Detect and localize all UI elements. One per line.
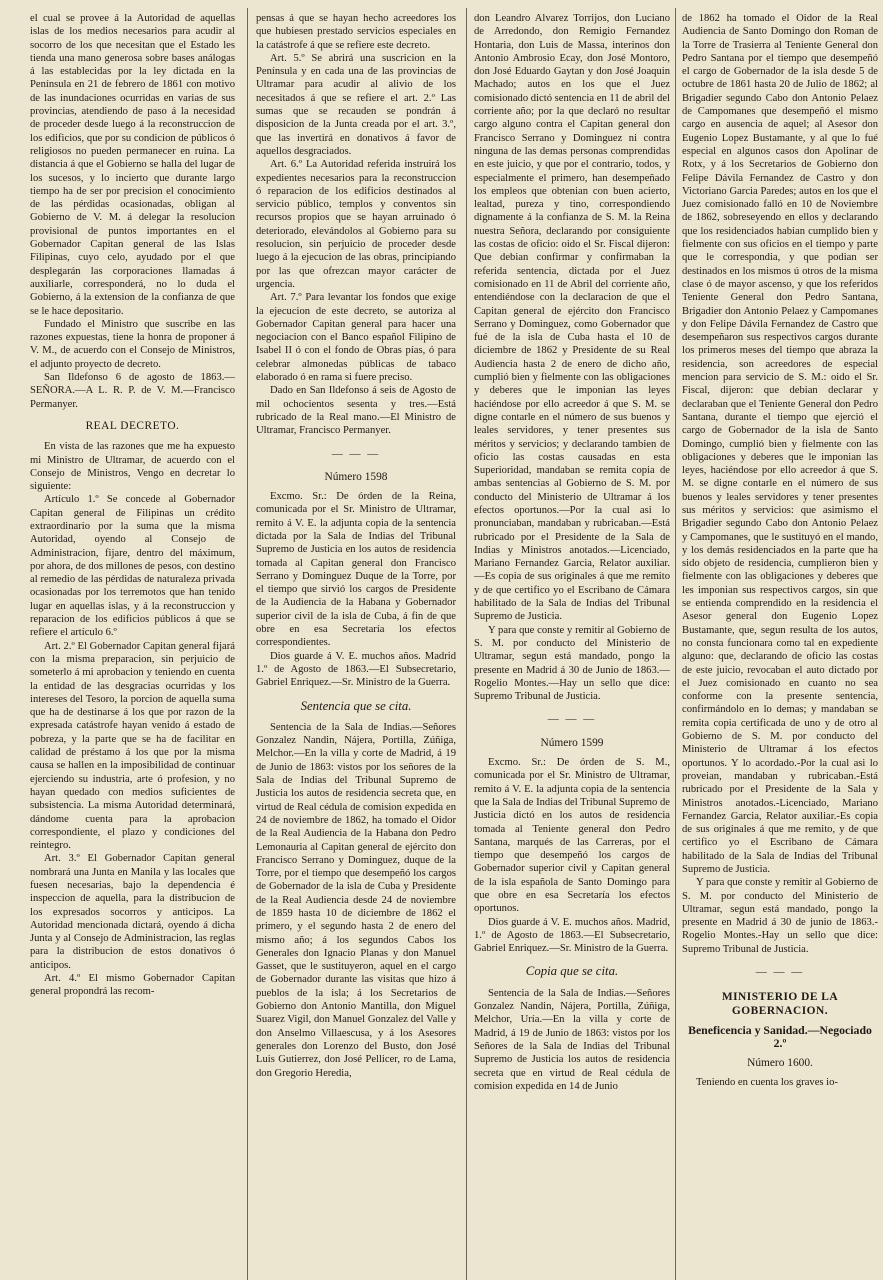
separator: — — — [331,447,381,460]
article-5: Art. 5.º Se abrirá una suscricion en la Península y en cada una de las provincias de Ultramar para acudir al alivio de los necesitados á que se refiere el art. 2.º Las sumas que se recauden se pondrán á disposicion de la Junta creada por el art. 3.º, que las invertirá en donativos á favor de aquellos desgraciados. [256,52,456,157]
section-heading-copia: Copia que se cita. [525,964,619,979]
paragraph: Excmo. Sr.: De órden de la Reina, comunicada por el Sr. Ministro de Ultramar, remito á V. E. la adjunta copia de la sentencia dictada por la Sala de Indias del Tribunal Supremo de Justicia en los autos de residencia tomada al Capitan general don Francisco Serrano y Dominguez Duque de la Torre, por el tiempo que sirvió los cargos de Presidente de la Audiencia de la Habana y Gobernador superior civil de la isla de Cuba, á fin de que obre en esa Secretaría los efectos correspondientes. [256,491,456,649]
article-7: Art. 7.º Para levantar los fondos que exige la ejecucion de este decreto, se autoriza al Gobernador Capitan general para hacer una negociacion con el Banco español Filipino de Isabel II ó con el fondo de Obras pías, ó para celebrar almonedas públicas de tabaco elaborado ó en rama si fuere preciso. [256,292,456,384]
paragraph: de 1862 ha tomado el Oidor de la Real Audiencia de Santo Domingo don Roman de la Torre de Trasierra al Teniente General don Pedro Santana por el tiempo que desempeñó el cargo de Gobernador de la isla desde 5 de octubre de 1861 hasta 20 de Julio de 1862; al Brigadier segundo Cabo don Antonio Pelaez de Campomanes que desempeñó el mismo cargo en ausencia de aquel; al Asesor don Eugenio Lopez Bustamante, y al que lo fué especial en algunos casos don Apolinar de Rotx, y á los Secretarios de Gobierno don Felipe Dávila Fernandez de Castro y don Victoriano Garcia Paredes; autos en los que el Juez comisionado falló en 10 de Noviembre de 1862, sobreseyendo en ellos y declarando que los residenciados habian cumplido bien y fielmente con sus oficios en el tiempo y parte que le correspondia, y que podian ser destinados en los mismos ú otros de la misma clase ó de mayor ascenso, y que los referidos Teniente General don Pedro Santana, Brigadier don Antonio Pelaez y Campomanes y don Felipe Dávila Fernandez de Castro que desempeñaron sus respectivos cargos durante los primeros meses del tiempo que abraza la residencia, son acreedores de especial mencion para servicio de S. M.: oido el Sr. Fiscal, dijeron: que debian declarar y declaraban que el Teniente General don Pedro Santana, durante el tiempo que ejerció el cargo de Gobernador de la isla de Santo Domingo, cumplió bien y fielmente con las obligaciones y deberes que le imponian las leyes, haciéndose por ello acreedor á que S. M. se digne contarle en el número de sus buenos y leales servidores y tener presentes sus méritos y servicios: que asimismo el Brigadier segundo Cabo don Antonio Pelaez y Campomanes, que le sustituyó en el mando, y los demás residenciados en la parte que ha sido objeto de residencia, cumplieron bien y fielmente con las obligaciones y deberes que les imponian sus respectivos cargos, sin que se entienda comprendido en la residencia el Asesor general don Eugenio Lopez Bustamante, que, segun resulta de los autos, no consta funcionara como tal en expediente alguno: que, declarando de oficio las costas de este juicio, revocaban el auto dictado por el Juez comisionado en cuanto no sea conforme con la presente sentencia, confirmándolo en lo demas; y mandaban se remita copia certificada de uno y de otro al Gobierno de S. M. por conducto del Ministerio de Ultramar á los efectos oportunos. Y lo acordado.-Por la cual asi lo proveian, mandaban y rubricaban.-Está rubricado por el Presidente de la Sala y Ministros anotados.-Licenciado, Mariano Fernandez Garcia, Relator auxiliar.-Es copia de sus originales á que me remito, y de que certifico yo el Escribano de Cámara habilitado de la Sala de Indias del Tribunal Supremo de Justicia. [682,13,878,875]
paragraph: el cual se provee á la Autoridad de aquellas islas de los medios necesarios para acudir al socorro de los que necesitan que el Estado les tienda una mano generosa sobre bases análogas á las establecidas por la ley dictada en la Península en 21 de febrero de 1861 con motivo de las inundaciones ocurridas en varias de sus provincias, atendiendo de paso á la necesidad de proceder desde luego á la reconstruccion de los edificios, que por su condicion de públicos ó religiosos no pueden permanecer en ruina. La distancia á que el Gobierno se halla del lugar de los sucesos, y lo incierto que durante largo tiempo ha de ser por precision el conocimiento de las pérdidas ocasionadas, obligan al Gobierno de V. M. á delegar la resolucion provisional de puntos importantes en el Gobernador Capitan general de las Islas Filipinas, cuyo celo, ayudado por el que desplegarán las corporaciones llamadas á auxiliarle, corresponderá, no lo duda el Gobierno, á la extension de la confianza de que se le hace depositario. [30,13,235,317]
column-rule-1 [247,8,248,1280]
article-6: Art. 6.º La Autoridad referida instruirá los expedientes necesarios para la reconstruccion ó reparacion de los edificios destinados al servicio público, templos y conventos sin recursos propios que se hayan arruinado ó deteriorado, elevándolos al Gobierno para su resolucion, sin perjuicio de proceder desde luego á la ejecucion de las obras, principiando por las que ofrezcan mayor carácter de urgencia. [256,159,456,290]
section-subheading: Beneficencia y Sanidad.—Negociado 2.º [688,1022,872,1051]
paragraph: Fundado el Ministro que suscribe en las razones expuestas, tiene la honra de proponer á V. M., de acuerdo con el Consejo de Ministros, el adjunto proyecto de decreto. [30,318,235,370]
paragraph: Dios guarde á V. E. muchos años. Madrid 1.º de Agosto de 1863.—El Subsecretario, Gabriel Enriquez.—Sr. Ministro de la Guerra. [256,650,456,689]
paragraph: En vista de las razones que me ha expuesto mi Ministro de Ultramar, de acuerdo con el Consejo de Ministros, Vengo en decretar lo siguiente: [30,441,235,493]
paragraph: Sentencia de la Sala de Indias.—Señores Gonzalez Nandin, Nájera, Portilla, Zúñiga, Melchor, Uría.—En la villa y corte de Madrid, á 19 de Junio de 1863: vistos por los Señores de la Sala de Indias del Tribunal Supremo de Justicia los autos de residencia secreta que en virtud de Real cédula de comision expedida en 14 de Junio [474,987,670,1092]
paragraph: pensas á que se hayan hecho acreedores los que hubiesen prestado servicios especiales en la catástrofe á que se refiere este decreto. [256,13,456,51]
ministry-heading: MINISTERIO DE LA GOBERNACION. [721,991,839,1017]
column-rule-2 [466,8,467,1280]
signature-line: San Ildefonso 6 de agosto de 1863.—SEÑORA.—A L. R. P. de V. M.—Francisco Permanyer. [30,372,235,410]
paragraph: Sentencia de la Sala de Indias.—Señores Gonzalez Nandin, Nájera, Portilla, Zúñiga, Melchor.—En la villa y corte de Madrid, á 19 de Junio de 1863: vistos por los señores de la Sala de Indias del Tribunal Supremo de Justicia los autos de residencia secreta que, en virtud de Real cédula de comision expedida en 24 de noviembre de 1862, ha tomado el Oidor de la Real Audiencia de la Habana don Pedro Lemonauria al Capitan general de ejército don Francisco Serrano y Dominguez, duque de la Torre, por el tiempo que desempeñó los cargos de Gobernador de la isla de Cuba y Presidente de la Real Audiencia desde 24 de noviembre de 1859 hasta 10 de diciembre de 1862 el primero, y el segundo hasta 2 de enero del mismo año; á los segundos Cabos los Generales don Ignacio Planas y don Manuel Gasset, que le sustituyeron, aquel en el cargo de Gobernador durante las visitas que hizo á pueblos de la isla; á los Secretarios de Gobierno don Antonio Mantilla, don Miguel Suarez Vigil, don Manuel Gonzalez del Valle y don Anselmo Villaescusa, y á los Asesores generales don Lorenzo del Busto, don José Luis Gutierrez, don José Pellicer, ro de Lama, don Gregorio Heredia, [256,721,456,1079]
article-1: Artículo 1.º Se concede al Gobernador Capitan general de Filipinas un crédito extraordinario por la suma que la misma Autoridad, oyendo al Consejo de Administracion, fijare, dentro del máximum, por ahora, de dos millones de pesos, con destino al remedio de las pérdidas de naturaleza privada ocasionadas por los terremotos que han tenido lugar en aquellas islas, y á la reconstruccion y reparacion de los edificios públicos á que se refiere el artículo 6.º [30,494,235,639]
separator: — — — [547,713,597,726]
document-number-1600: Número 1600. [747,1056,813,1069]
column-4 [682,12,878,1276]
column-3 [474,12,670,1276]
signature-line: Dado en San Ildefonso á seis de Agosto de mil ochocientos sesenta y tres.—Está rubricado de la Real mano.—El Ministro de Ultramar, Francisco Permanyer. [256,385,456,437]
article-3: Art. 3.º El Gobernador Capitan general nombrará una Junta en Manila y las locales que fuesen necesarias, bajo la dependencia é inspeccion de aquella, para la distribucion de los expresados socorros y anticipos. La Autoridad mencionada dictará, oyendo á dicha Junta y al Consejo de Administracion, las reglas para la distribucion de estos donativos ó anticipos. [30,853,235,971]
paragraph: Dios guarde á V. E. muchos años. Madrid, 1.º de Agosto de 1863.—El Subsecretario, Gabriel Enriquez.—Sr. Ministro de la Guerra. [474,916,670,955]
document-number-1599: Número 1599 [540,736,604,749]
column-1 [30,12,235,1276]
paragraph: Teniendo en cuenta los graves io- [696,1076,838,1088]
paragraph: don Leandro Alvarez Torrijos, don Luciano de Arredondo, don Remigio Fernandez Hontaria, don Luis de Massa, interinos don Antonio Ambrosio Ecay, don José Montoro, don José Eduardo Gaytan y don José Joaquin Machado; autos en los que el Juez comisionado dictó sentencia en 11 de abril del corriente año; por la que declaró no resultar cargo alguno contra el Capitan general don Francisco Serrano y Dominguez ni contra ninguna de las demas personas comprendidas en este juicio, y que por el contrario, todos, y especialmente el primero, han desempeñado los empleos que obtenian con buen acierto, lealtad, pureza y tino, correspondiendo dignamente á la confianza de S. M. la Reina nuestra Señora, declarando por consiguiente las costas de oficio: oido el Sr. Fiscal dijeron: Que debian confirmar y confirmaban la referida sentencia, dictada por el Juez comisionado en 11 de Abril del corriente año, entendiéndose con la declaracion de que el Capitan general de ejército don Francisco Serrano y Dominguez, como Gobernador que fué de la isla de Cuba hasta el 10 de diciembre de 1862 y Presidente de su Real Audiencia hasta 2 de enero de dicho año, cumplió bien y fielmente con las obligaciones y deberes que le imponian las leyes haciéndose por ello acreedor á que S. M. se digne contarle en el número de sus buenos y leales servidores, y tener presentes sus méritos y servicios; y declarando tambien de oficio las costas causadas en esta Superioridad, mandaban se remita copia de ambas sentencias al Gobierno de S. M. por conducto del Ministerio de Ultramar á los efectos oportunos.—Por la cual asi lo pronunciaban, mandaban y rubricaban.—Está rubricado por el Presidente de la Sala de Indias y Ministros anotados.—Licenciado, Mariano Fernandez Garcia, Relator auxiliar.—Es copia de sus originales á que me remito y de que certifico yo el Escribano de Cámara habilitado de la Sala de Indias del Tribunal Supremo de Justicia. [474,13,670,623]
column-rule-3 [675,8,676,1280]
separator: — — — [755,966,805,979]
article-2: Art. 2.º El Gobernador Capitan general fijará con la misma preparacion, sin perjuicio de someterlo á mi aprobacion y teniendo en cuenta la entidad de las desgracias ocurridas y los intereses del Tesoro, la porcion de aquella suma que ha de destinarse á los que por razon de la expresada catástrofe hayan venido á estado de pobreza, y la parte que se ha de facilitar en calidad de préstamo á los que por la misma causa se hallen en la imposibilidad de continuar ejerciendo su industria, arte ó profesion, y no hayan quedado con medios suficientes de subsistencia. La misma Autoridad determinará, dándome cuenta para la aprobacion correspondiente, el plazo y condiciones del reintegro. [30,640,235,852]
section-heading-real-decreto: REAL DECRETO. [85,419,180,432]
document-number-1598: Número 1598 [324,470,388,483]
section-heading-sentencia: Sentencia que se cita. [300,698,412,713]
paragraph: Y para que conste y remitir al Gobierno de S. M. por conducto del Ministerio de Ultramar, segun está mandado, pongo la presente en Madrid á 30 de junio de 1863.-Rogelio Montes.-Hay un sello que dice: Supremo Tribunal de Justicia. [682,877,878,955]
paragraph: Y para que conste y remitir al Gobierno de S. M. por conducto del Ministerio de Ultramar, segun está mandado, pongo la presente en Madrid á 30 de Junio de 1863.—Rogelio Montes.—Hay un sello que dice: Supremo Tribunal de Justicia. [474,624,670,703]
column-2 [256,12,456,1276]
paragraph: Excmo. Sr.: De órden de S. M., comunicada por el Sr. Ministro de Ultramar, remito á V. E. la adjunta copia de la sentencia que la Sala de Indias del Tribunal Supremo de Justicia dictó en los autos de residencia tomada al Teniente general don Pedro Santana, marqués de las Carreras, por el tiempo que desempeñó los cargos de Gobernador superior civil y Capitan general de la isla española de Santo Domingo para que obre en esa Secretaría los efectos oportunos. [474,757,670,915]
article-4: Art. 4.º El mismo Gobernador Capitan general propondrá las recom- [30,973,235,998]
